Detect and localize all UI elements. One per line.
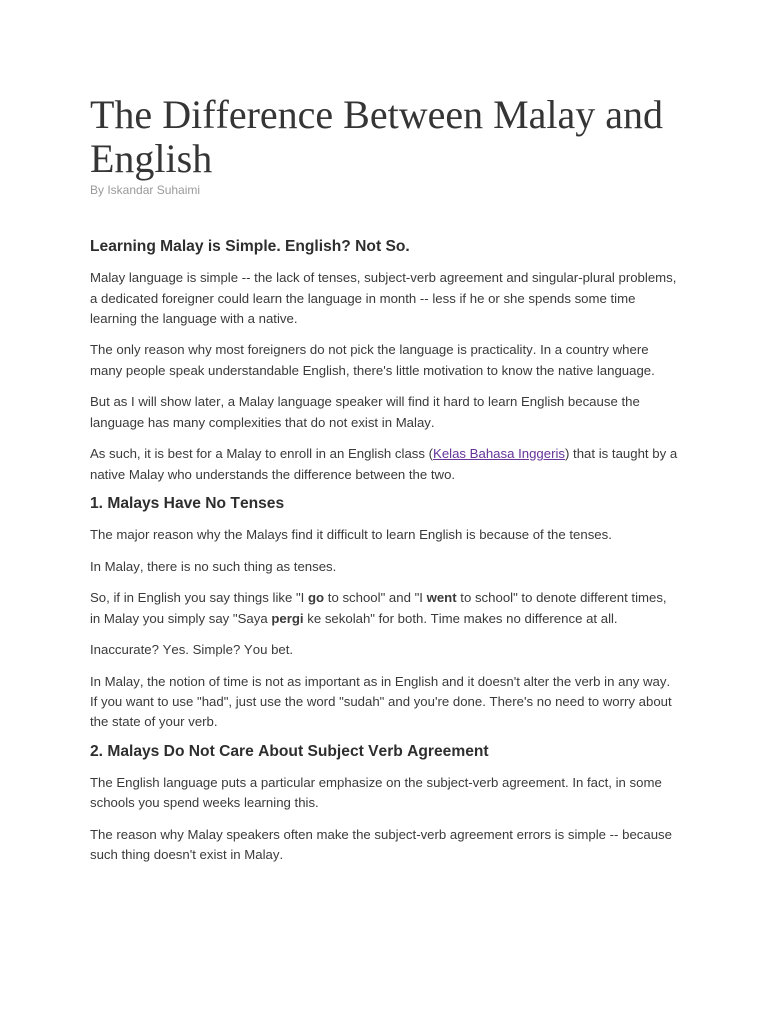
paragraph: The only reason why most foreigners do not pick the language is practicality. In a country where many people speak understandable English, there's little motivation to know the native language.	[90, 342, 655, 378]
section-heading-subject-verb-agreement: 2. Malays Do Not Care About Subject Verb Agreement	[90, 742, 489, 760]
article-byline: By Iskandar Suhaimi	[90, 183, 201, 197]
paragraph: Inaccurate? Yes. Simple? You bet.	[90, 642, 294, 658]
bold-term-went: went	[426, 590, 457, 606]
kelas-bahasa-inggeris-link[interactable]: Kelas Bahasa Inggeris	[433, 446, 565, 462]
section-heading-no-tenses: 1. Malays Have No Tenses	[90, 495, 285, 513]
paragraph: The English language puts a particular emphasize on the subject-verb agreement. In fact, in some schools you spend weeks learning this.	[90, 774, 662, 811]
section-learning-malay	[90, 237, 679, 485]
paragraph-text: As such, it is best for a Malay to enroll in an English class (	[90, 446, 434, 462]
paragraph-text: to school" to denote different times, in Malay you simply say "Saya	[90, 590, 667, 626]
paragraph: The major reason why the Malays find it difficult to learn English is because of the tenses.	[90, 527, 612, 543]
section-heading-learning-malay: Learning Malay is Simple. English? Not So.	[90, 238, 410, 255]
section-subject-verb-agreement	[90, 742, 679, 866]
paragraph: Malay language is simple -- the lack of tenses, subject-verb agreement and singular-plural problems, a dedicated foreigner could learn the language in month -- less if he or she spends some time learning the language with a native.	[90, 270, 677, 326]
bold-term-go: go	[308, 590, 325, 606]
paragraph: The reason why Malay speakers often make the subject-verb agreement errors is simple -- because such thing doesn't exist in Malay.	[90, 826, 672, 863]
paragraph-text: ) that is taught by a native Malay who understands the difference between the two.	[90, 446, 678, 482]
bold-term-pergi: pergi	[271, 610, 304, 626]
section-no-tenses	[90, 494, 679, 733]
paragraph: In Malay, there is no such thing as tenses.	[90, 558, 337, 574]
paragraph: In Malay, the notion of time is not as important as in English and it doesn't alter the verb in any way. If you want to use "had", just use the word "sudah" and you're done. There's no need to worry about the state of your verb.	[90, 673, 672, 730]
article	[90, 93, 679, 866]
paragraph-text: ke sekolah" for both. Time makes no difference at all.	[303, 610, 618, 626]
paragraph: But as I will show later, a Malay language speaker will find it hard to learn English because the language has many complexities that do not exist in Malay.	[90, 394, 640, 430]
paragraph	[90, 444, 679, 485]
paragraph-text: So, if in English you say things like "I	[90, 590, 308, 606]
paragraph-text: to school" and "I	[324, 590, 427, 606]
paragraph	[90, 588, 679, 629]
article-title: The Difference Between Malay and English	[90, 92, 664, 181]
